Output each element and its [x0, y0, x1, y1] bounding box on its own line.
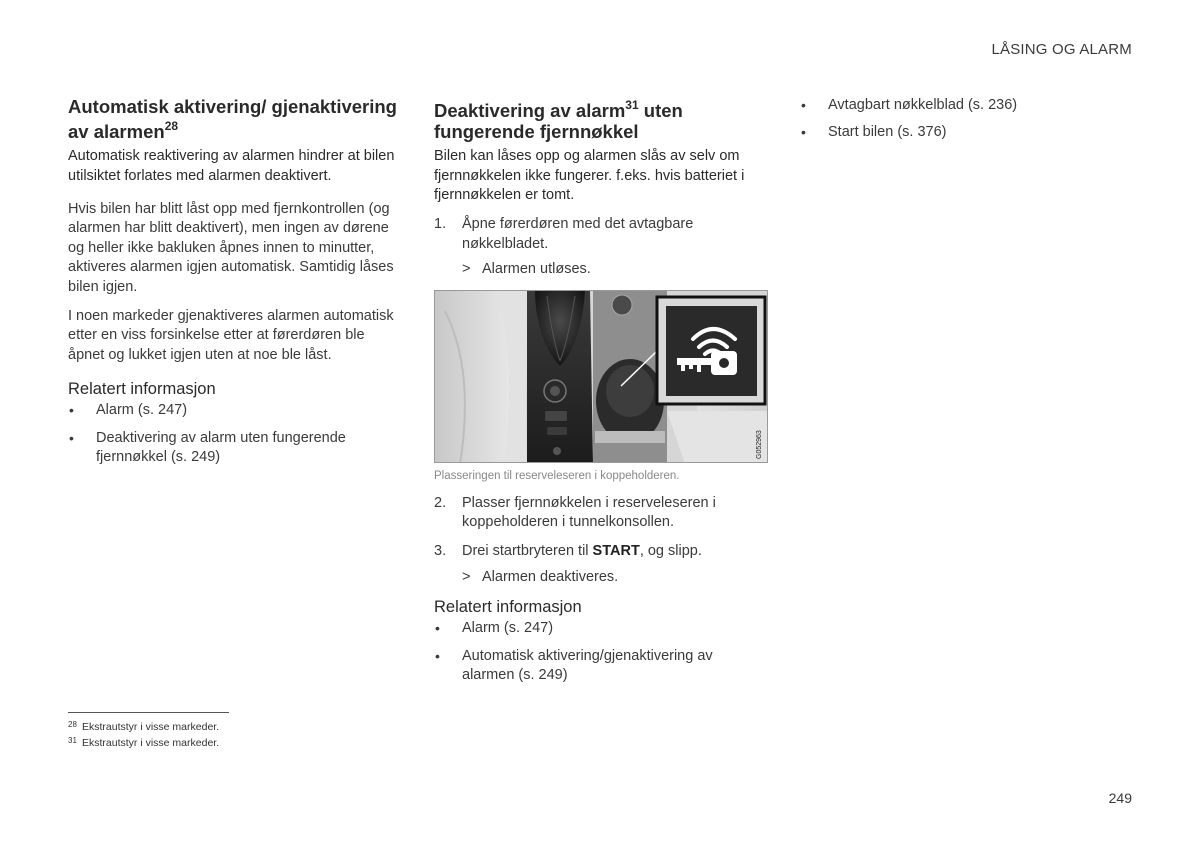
- column-related-continued: [800, 96, 1140, 151]
- steps-list-continued: [434, 494, 768, 588]
- column-auto-activation: [68, 96, 398, 475]
- related-info-list: [68, 401, 398, 467]
- related-link-auto-activation[interactable]: • Automatisk aktivering/gjenaktivering av alarmen (s. 249): [435, 647, 713, 684]
- steps-list: [434, 215, 768, 279]
- related-link-start-car[interactable]: • Start bilen (s. 376): [801, 124, 947, 141]
- related-info-heading: Relatert informasjon: [68, 380, 216, 399]
- column-deactivation: [434, 96, 768, 693]
- footnote-28: $^{28}$ Ekstrautstyr i visse markeder.: [68, 720, 220, 733]
- footnotes: [68, 712, 229, 750]
- step-2: 2. Plasser fjernnøkkelen i reserveleseren i koppeholderen i tunnelkonsollen.: [434, 494, 716, 530]
- related-link-alarm[interactable]: • Alarm (s. 247): [435, 620, 554, 637]
- footnote-31: $^{31}$ Ekstrautstyr i visse markeder.: [68, 736, 220, 749]
- related-link-key-blade[interactable]: • Avtagbart nøkkelblad (s. 236): [801, 97, 1018, 113]
- section-title-auto-activation: Automatisk aktivering/ gjenaktivering av alarmen$^{28}$: [68, 96, 397, 143]
- step-1: 1. Åpne førerdøren med det avtagbare nøkkelbladet. > Alarmen utløses.: [434, 215, 768, 279]
- related-info-heading: Relatert informasjon: [434, 598, 582, 617]
- step-1-result: > Alarmen utløses.: [462, 261, 591, 278]
- related-link-alarm[interactable]: • Alarm (s. 247): [69, 402, 188, 419]
- related-info-list-continued: [800, 96, 1140, 143]
- body-paragraph: Hvis bilen har blitt låst opp med fjernkontrollen (og alarmen har blitt deaktivert), men ingen av dørene og heller ikke bakluken åpnes innen to minutter, aktiveres alarmen igjen automatisk. Samtidig låses bilen igjen.: [68, 200, 394, 295]
- lead-paragraph: Automatisk reaktivering av alarmen hindrer at bilen utilsiktet forlates med alarmen deaktivert.: [68, 148, 395, 184]
- section-header: LÅSING OG ALARM: [991, 41, 1132, 58]
- footnote-ref-28[interactable]: 28: [164, 119, 179, 133]
- start-keyword: START: [592, 543, 640, 560]
- cupholder-reader-photo: [434, 290, 768, 463]
- related-link-deactivation[interactable]: • Deaktivering av alarm uten fungerende fjernnøkkel (s. 249): [69, 429, 346, 466]
- step-3: 3. Drei startbryteren til START, og slipp. > Alarmen deaktiveres.: [434, 542, 768, 587]
- photo-caption: Plasseringen til reserveleseren i koppeholderen.: [434, 469, 680, 482]
- page-number: 249: [1108, 790, 1132, 806]
- footnote-ref-31[interactable]: 31: [625, 98, 639, 112]
- lead-paragraph: Bilen kan låses opp og alarmen slås av selv om fjernnøkkelen ikke fungerer. f.eks. hvis batteriet i fjernnøkkelen er tomt.: [434, 148, 745, 203]
- section-title-deactivation: Deaktivering av alarm$^{31}$ uten fungerende fjernnøkkel: [434, 98, 683, 143]
- step-3-result: > Alarmen deaktiveres.: [462, 568, 619, 585]
- related-info-list: [434, 619, 768, 685]
- body-paragraph: I noen markeder gjenaktiveres alarmen automatisk etter en viss forsinkelse etter at førerdøren ble åpnet og lukket igjen uten at noe ble låst.: [68, 308, 394, 363]
- image-code: G052963: [756, 429, 763, 459]
